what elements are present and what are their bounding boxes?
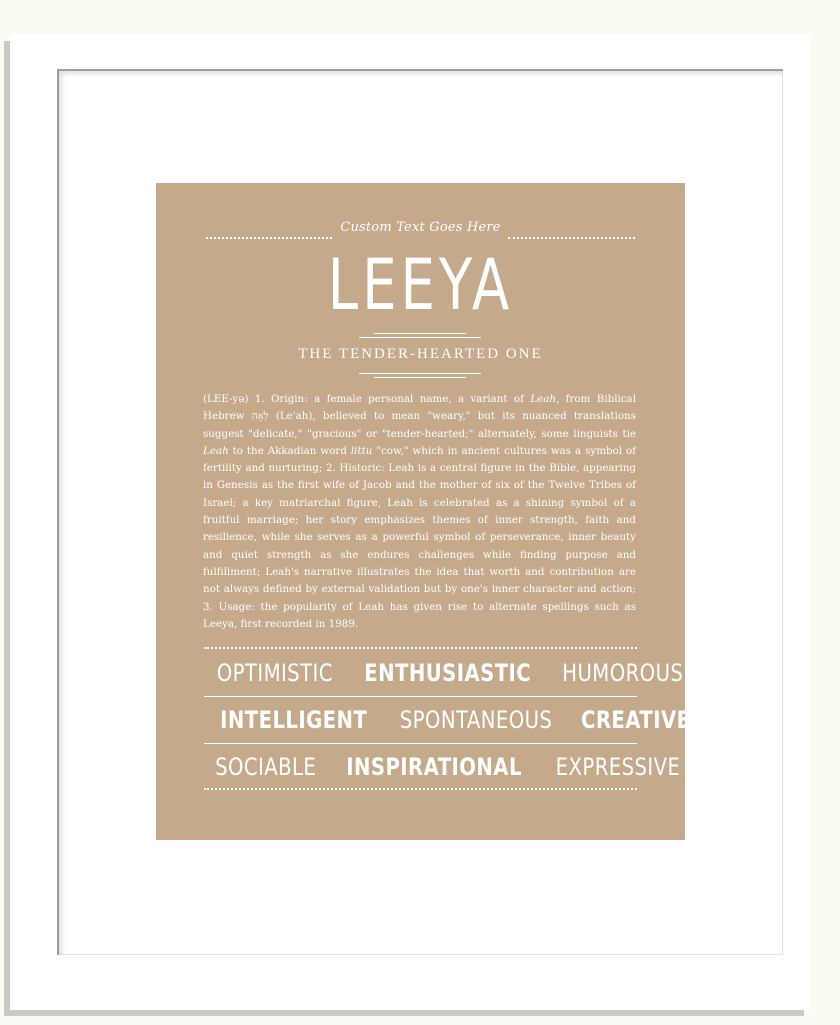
- dotted-divider-traits-top: [204, 647, 637, 649]
- rule-upper-wide: [359, 337, 481, 338]
- traits-rule-2: [204, 743, 637, 744]
- trait-word: HUMOROUS: [562, 659, 684, 687]
- definition-italic-word: Leah: [530, 393, 557, 405]
- dotted-divider-right: [508, 237, 635, 239]
- definition-text: (LEE-yə) 1. Origin: a female personal name, a variant of: [203, 393, 531, 405]
- trait-row: [204, 703, 691, 737]
- trait-word: SOCIABLE: [215, 753, 317, 781]
- name-print: [156, 183, 691, 840]
- traits-rule-1: [204, 696, 637, 697]
- dotted-divider-left: [206, 237, 332, 239]
- trait-word: CREATIVE: [581, 706, 691, 734]
- definition-text: , from Biblical Hebrew לֵאָה (Le'ah), believed to mean "weary," but its nuanced translations suggest "delicate," "gracious" or "tender-hearted;" alternately, some linguists tie: [203, 393, 636, 440]
- custom-text: Custom Text Goes Here: [340, 220, 501, 235]
- name-title: LEEYA: [327, 244, 514, 326]
- dotted-divider-traits-bottom: [204, 788, 637, 790]
- rule-lower: [374, 377, 466, 378]
- name-subtitle: THE TENDER-HEARTED ONE: [298, 346, 543, 362]
- trait-word: INTELLIGENT: [220, 706, 368, 734]
- trait-row: [204, 750, 680, 784]
- trait-word: EXPRESSIVE: [555, 753, 680, 781]
- trait-word: SPONTANEOUS: [400, 706, 553, 734]
- trait-word: OPTIMISTIC: [216, 659, 333, 687]
- definition-italic-word: littu: [350, 444, 373, 457]
- trait-row: [204, 656, 684, 690]
- definition-text: "cow," which in ancient cultures was a symbol of fertility and nurturing; 2. Historic: Leah is a central figure in the Bible, appearing in Genesis as the first wife of Jacob and the mother of six of the Twelve Tribes of Israel; a key matriarchal figure, Leah is celebrated as a shining symbol of a fruitful marriage; her story emphasizes themes of inner strength, faith and resilience, while she serves as a powerful symbol of perseverance, inner beauty and quiet strength as she endures challenges while finding purpose and fulfillment; Leah's narrative illustrates the idea that worth and contribution are not always defined by external validation but by one's inner character and action; 3. Usage: the popularity of Leah has given rise to alternate spellings such as Leeya, first recorded in 1989.: [203, 444, 636, 630]
- definition-italic-word: Leah: [203, 444, 229, 457]
- trait-word: INSPIRATIONAL: [346, 753, 523, 781]
- name-definition: [203, 391, 636, 633]
- trait-word: ENTHUSIASTIC: [363, 659, 531, 687]
- rule-lower-wide: [359, 373, 481, 374]
- definition-text: to the Akkadian word: [228, 444, 351, 457]
- rule-upper: [374, 333, 466, 334]
